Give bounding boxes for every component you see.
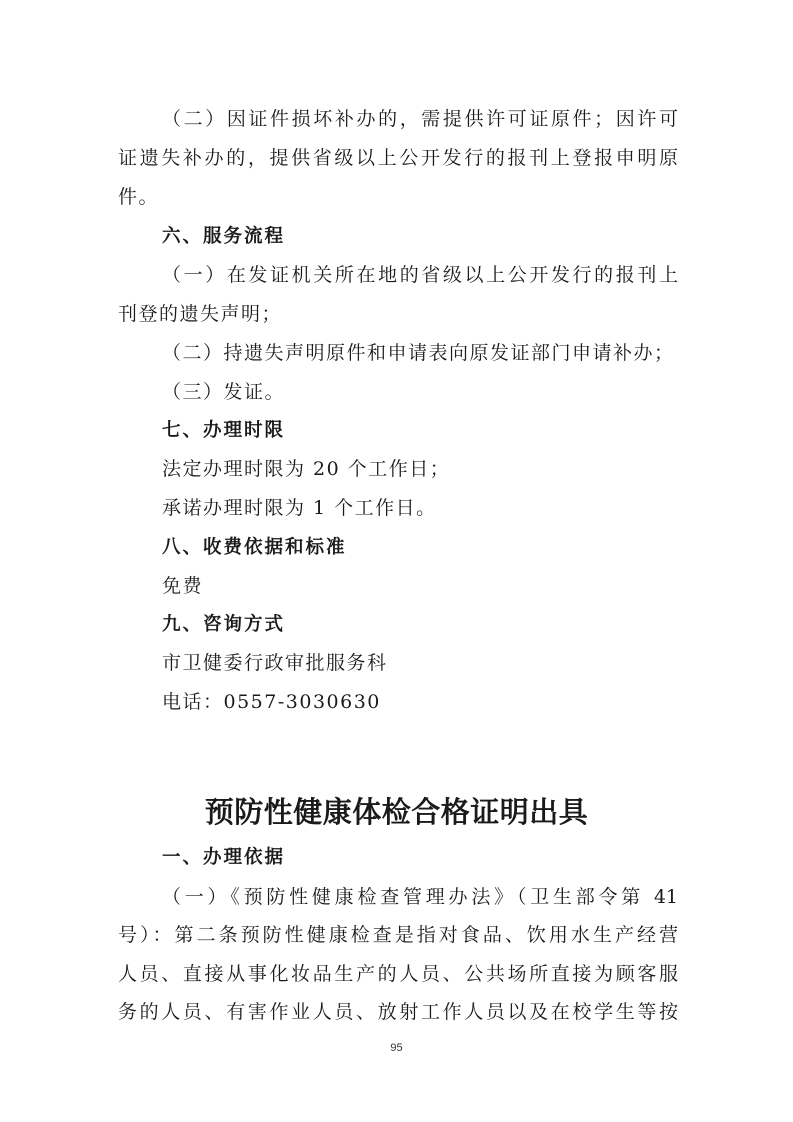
page-number: 95 <box>390 1042 403 1054</box>
section-heading-fees: 八、收费依据和标准 <box>162 537 347 558</box>
paragraph-line: 承诺办理时限为 1 个工作日。 <box>162 497 437 519</box>
paragraph-line: 证遗失补办的，提供省级以上公开发行的报刊上登报申明原 <box>118 147 678 169</box>
paragraph-line: （三）发证。 <box>162 381 286 403</box>
section-heading-service-process: 六、服务流程 <box>162 226 286 247</box>
section-heading-time-limit: 七、办理时限 <box>162 420 286 441</box>
section-heading-basis: 一、办理依据 <box>162 847 286 868</box>
paragraph-line: 刊登的遗失声明； <box>118 303 283 325</box>
section-title: 预防性健康体检合格证明出具 <box>204 795 589 829</box>
paragraph-line: （一）《预防性健康检查管理办法》（卫生部令第 41 <box>162 886 678 908</box>
paragraph-line: 市卫健委行政审批服务科 <box>162 652 388 674</box>
section-heading-consultation: 九、咨询方式 <box>162 614 286 635</box>
paragraph-line: 免费 <box>162 575 204 597</box>
contact-phone: 电话：0557-3030630 <box>162 691 381 713</box>
paragraph-line: 法定办理时限为 20 个工作日； <box>162 458 451 480</box>
paragraph-line: （一）在发证机关所在地的省级以上公开发行的报刊上 <box>162 264 678 286</box>
paragraph-line: 件。 <box>118 186 160 208</box>
paragraph-line: （二）持遗失声明原件和申请表向原发证部门申请补办； <box>162 342 675 364</box>
paragraph-line: 号）：第二条预防性健康检查是指对食品、饮用水生产经营 <box>118 924 678 946</box>
paragraph-line: 人员、直接从事化妆品生产的人员、公共场所直接为顾客服 <box>118 963 678 985</box>
paragraph-line: （二）因证件损坏补办的，需提供许可证原件；因许可 <box>162 108 678 130</box>
paragraph-line: 务的人员、有害作业人员、放射工作人员以及在校学生等按 <box>118 1001 678 1023</box>
